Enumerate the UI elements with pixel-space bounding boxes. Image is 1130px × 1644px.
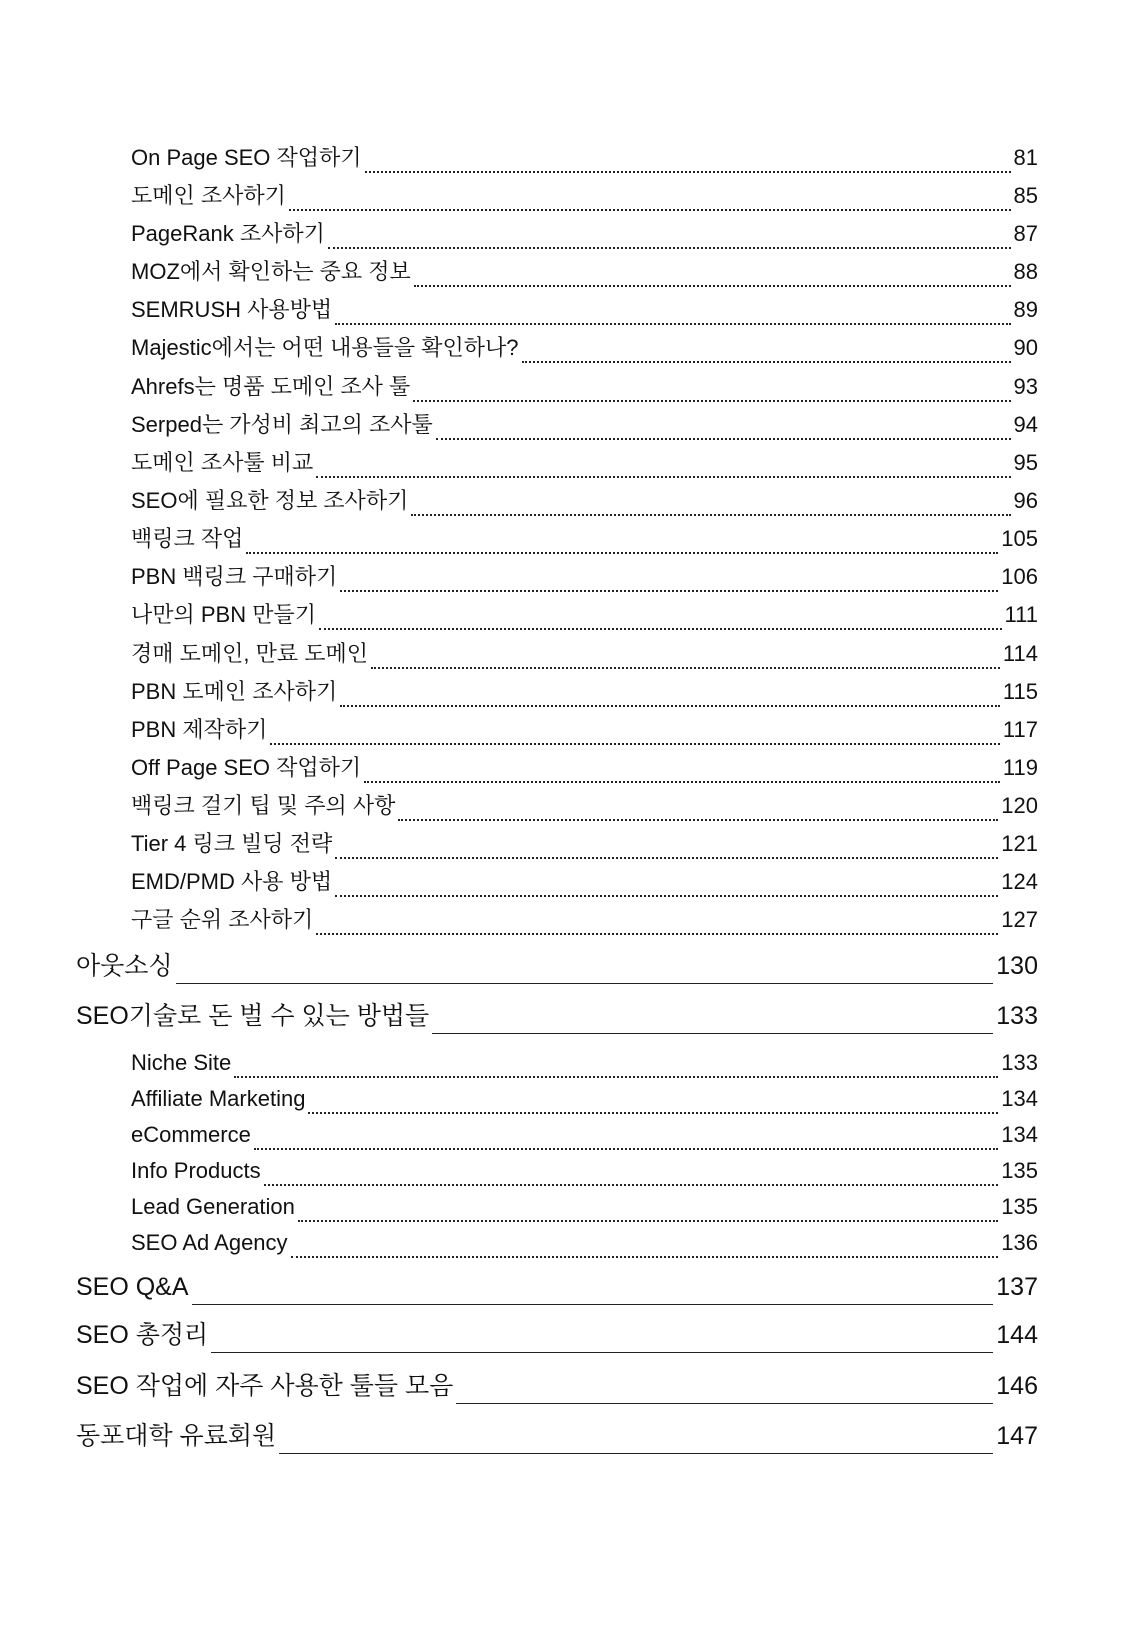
- toc-entry: [131, 372, 1038, 402]
- dot-leader: [340, 698, 1000, 707]
- entry-title: Affiliate Marketing: [131, 1086, 306, 1111]
- toc-entry: [131, 1192, 1038, 1222]
- entry-title: SEO에 필요한 정보 조사하기: [131, 488, 409, 513]
- toc-entry: [131, 181, 1038, 211]
- dot-leader: [246, 545, 998, 554]
- dot-leader: [335, 850, 998, 859]
- toc-chapter-entry: [76, 948, 1038, 984]
- entry-title: 구글 순위 조사하기: [131, 907, 314, 932]
- entry-title: On Page SEO 작업하기: [131, 145, 362, 170]
- toc-entry: [131, 829, 1038, 859]
- page-number: 146: [996, 1372, 1038, 1400]
- page-number: 87: [1013, 221, 1038, 246]
- page-number: 119: [1002, 755, 1038, 780]
- entry-title: PBN 도메인 조사하기: [131, 679, 338, 704]
- page-number: 106: [1001, 564, 1038, 589]
- entry-title: Niche Site: [131, 1050, 232, 1075]
- toc-entry: [131, 257, 1038, 287]
- toc-entry: [131, 753, 1038, 783]
- entry-title: PBN 제작하기: [131, 717, 268, 742]
- page-number: 124: [1001, 869, 1038, 894]
- page-number: 85: [1013, 183, 1038, 208]
- toc-entry: [131, 524, 1038, 554]
- entry-title: 경매 도메인, 만료 도메인: [131, 641, 368, 666]
- entry-title: 도메인 조사하기: [131, 183, 286, 208]
- page-number: 96: [1013, 488, 1038, 513]
- toc-chapter-entry: [76, 998, 1038, 1034]
- toc-entry: [131, 562, 1038, 592]
- toc-entry: [131, 677, 1038, 707]
- page-number: 111: [1004, 602, 1038, 627]
- line-leader: [432, 1025, 993, 1034]
- toc-entry: [131, 867, 1038, 897]
- page-number: 121: [1001, 831, 1038, 856]
- page-number: 89: [1013, 297, 1038, 322]
- dot-leader: [364, 774, 1000, 783]
- toc-entry: [131, 333, 1038, 363]
- toc-entry: [131, 295, 1038, 325]
- line-leader: [279, 1445, 993, 1454]
- entry-title: Tier 4 링크 빌딩 전략: [131, 831, 333, 856]
- entry-title: Majestic에서는 어떤 내용들을 확인하나?: [131, 335, 519, 360]
- line-leader: [211, 1344, 993, 1353]
- toc-entry: [131, 1084, 1038, 1114]
- entry-title: SEMRUSH 사용방법: [131, 297, 333, 322]
- dot-leader: [522, 354, 1011, 363]
- dot-leader: [328, 240, 1011, 249]
- page-number: 115: [1002, 679, 1038, 704]
- entry-title: 백링크 작업: [131, 526, 244, 551]
- page-number: 81: [1013, 145, 1038, 170]
- dot-leader: [316, 469, 1010, 478]
- page-number: 117: [1002, 717, 1038, 742]
- page-number: 133: [1001, 1050, 1038, 1075]
- page-number: 135: [1001, 1158, 1038, 1183]
- line-leader: [176, 975, 994, 984]
- chapter-title: 동포대학 유료회원: [76, 1422, 277, 1450]
- page-number: 93: [1013, 374, 1038, 399]
- page-number: 136: [1001, 1230, 1038, 1255]
- page-number: 134: [1001, 1122, 1038, 1147]
- page-number: 95: [1013, 450, 1038, 475]
- entry-title: Info Products: [131, 1158, 261, 1183]
- dot-leader: [371, 660, 1000, 669]
- chapter-title: SEO Q&A: [76, 1273, 189, 1301]
- dot-leader: [234, 1069, 998, 1078]
- chapter-title: 아웃소싱: [76, 952, 173, 980]
- page-number: 94: [1013, 412, 1038, 437]
- toc-chapter-entry: [76, 1418, 1038, 1454]
- page-number: 137: [996, 1273, 1038, 1301]
- entry-title: SEO Ad Agency: [131, 1230, 288, 1255]
- page-number: 130: [996, 952, 1038, 980]
- entry-title: PageRank 조사하기: [131, 221, 325, 246]
- toc-entry: [131, 715, 1038, 745]
- dot-leader: [365, 164, 1011, 173]
- page-number: 135: [1001, 1194, 1038, 1219]
- entry-title: 백링크 걸기 팁 및 주의 사항: [131, 793, 396, 818]
- dot-leader: [411, 507, 1010, 516]
- dot-leader: [436, 431, 1011, 440]
- dot-leader: [308, 1105, 998, 1114]
- page-number: 105: [1001, 526, 1038, 551]
- line-leader: [456, 1395, 993, 1404]
- entry-title: Lead Generation: [131, 1194, 295, 1219]
- page-number: 133: [996, 1002, 1038, 1030]
- dot-leader: [254, 1141, 998, 1150]
- dot-leader: [413, 393, 1010, 402]
- page-number: 120: [1001, 793, 1038, 818]
- chapter-title: SEO 총정리: [76, 1321, 209, 1349]
- toc-entry: [131, 1120, 1038, 1150]
- dot-leader: [298, 1213, 998, 1222]
- toc-entry: [131, 410, 1038, 440]
- dot-leader: [289, 202, 1011, 211]
- toc-entry: [131, 1228, 1038, 1258]
- dot-leader: [340, 583, 998, 592]
- page-number: 144: [996, 1321, 1038, 1349]
- entry-title: EMD/PMD 사용 방법: [131, 869, 333, 894]
- dot-leader: [264, 1177, 999, 1186]
- line-leader: [192, 1296, 994, 1305]
- dot-leader: [316, 926, 998, 935]
- toc-chapter-entry: [76, 1317, 1038, 1353]
- page-number: 127: [1001, 907, 1038, 932]
- dot-leader: [414, 278, 1011, 287]
- dot-leader: [335, 316, 1010, 325]
- page-number: 147: [996, 1422, 1038, 1450]
- page-number: 134: [1001, 1086, 1038, 1111]
- page-number: 114: [1002, 641, 1038, 666]
- page-number: 90: [1013, 335, 1038, 360]
- chapter-title: SEO 작업에 자주 사용한 툴들 모음: [76, 1372, 454, 1400]
- entry-title: eCommerce: [131, 1122, 251, 1147]
- entry-title: MOZ에서 확인하는 중요 정보: [131, 259, 411, 284]
- dot-leader: [335, 888, 998, 897]
- entry-title: Off Page SEO 작업하기: [131, 755, 362, 780]
- entry-title: PBN 백링크 구매하기: [131, 564, 338, 589]
- toc-entry: [131, 1156, 1038, 1186]
- dot-leader: [319, 621, 1002, 630]
- toc-entry: [131, 143, 1038, 173]
- entry-title: 도메인 조사툴 비교: [131, 450, 314, 475]
- toc-entry: [131, 448, 1038, 478]
- dot-leader: [270, 736, 1000, 745]
- entry-title: 나만의 PBN 만들기: [131, 602, 316, 627]
- toc-entry: [131, 905, 1038, 935]
- toc-chapter-entry: [76, 1269, 1038, 1305]
- toc-entry: [131, 219, 1038, 249]
- toc-entry: [131, 600, 1038, 630]
- toc-entry: [131, 1048, 1038, 1078]
- toc-entry: [131, 486, 1038, 516]
- dot-leader: [291, 1249, 999, 1258]
- page-number: 88: [1013, 259, 1038, 284]
- entry-title: Serped는 가성비 최고의 조사툴: [131, 412, 433, 437]
- toc-chapter-entry: [76, 1368, 1038, 1404]
- toc-entry: [131, 791, 1038, 821]
- entry-title: Ahrefs는 명품 도메인 조사 툴: [131, 374, 411, 399]
- toc-entry: [131, 639, 1038, 669]
- chapter-title: SEO기술로 돈 벌 수 있는 방법들: [76, 1002, 430, 1030]
- dot-leader: [398, 812, 998, 821]
